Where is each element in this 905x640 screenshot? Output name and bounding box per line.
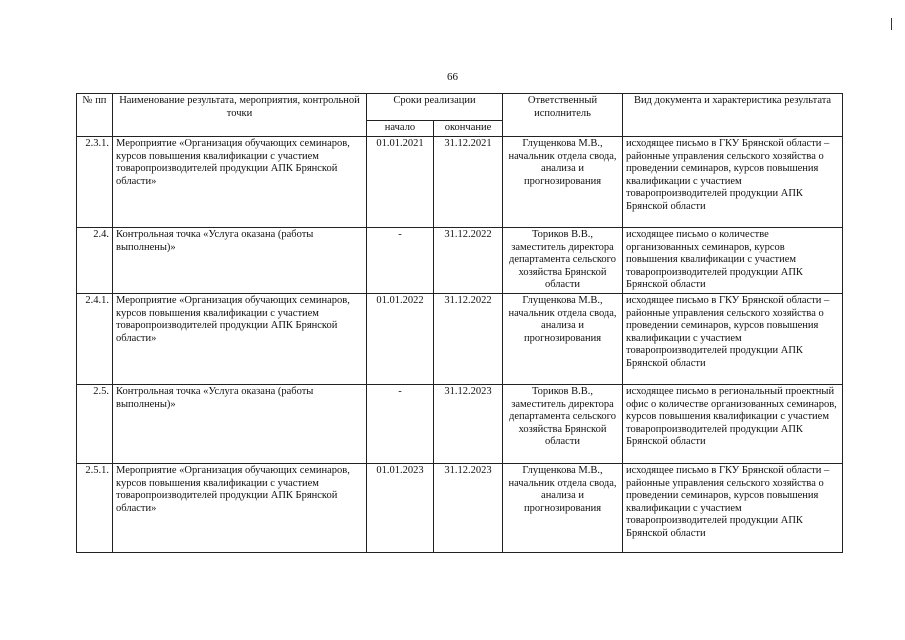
row-document: исходящее письмо в ГКУ Брянской области – районные управления сельского хозяйства о проведении семинаров, курсов повышения квалификации с участием товаропроизводителей продукции АПК Брянской области <box>623 137 843 228</box>
row-start-date: 01.01.2023 <box>367 464 434 553</box>
row-number: 2.3.1. <box>77 137 113 228</box>
row-name: Контрольная точка «Услуга оказана (работы выполнены)» <box>113 228 367 294</box>
row-responsible: Ториков В.В., заместитель директора департамента сельского хозяйства Брянской области <box>503 228 623 294</box>
row-number: 2.4.1. <box>77 294 113 385</box>
row-document: исходящее письмо в ГКУ Брянской области – районные управления сельского хозяйства о проведении семинаров, курсов повышения квалификации с участием товаропроизводителей продукции АПК Брянской области <box>623 464 843 553</box>
row-name: Мероприятие «Организация обучающих семинаров, курсов повышения квалификации с участием товаропроизводителей продукции АПК Брянской области» <box>113 294 367 385</box>
row-end-date: 31.12.2022 <box>434 294 503 385</box>
row-responsible: Глущенкова М.В., начальник отдела свода, анализа и прогнозирования <box>503 294 623 385</box>
header-end: окончание <box>434 121 503 137</box>
header-responsible: Ответственный исполнитель <box>503 94 623 137</box>
row-responsible: Глущенкова М.В., начальник отдела свода, анализа и прогнозирования <box>503 464 623 553</box>
page-edge-mark <box>891 18 892 30</box>
table-row <box>77 385 843 464</box>
table-row <box>77 228 843 294</box>
header-terms: Сроки реализации <box>367 94 503 121</box>
header-name: Наименование результата, мероприятия, контрольной точки <box>113 94 367 137</box>
header-num: № пп <box>77 94 113 137</box>
row-end-date: 31.12.2022 <box>434 228 503 294</box>
row-document: исходящее письмо в региональный проектный офис о количестве организованных семинаров, курсов повышения квалификации с участием товаропроизводителей продукции АПК Брянской области <box>623 385 843 464</box>
table-row <box>77 137 843 228</box>
row-responsible: Ториков В.В., заместитель директора департамента сельского хозяйства Брянской области <box>503 385 623 464</box>
row-name: Мероприятие «Организация обучающих семинаров, курсов повышения квалификации с участием товаропроизводителей продукции АПК Брянской области» <box>113 137 367 228</box>
implementation-plan-table <box>76 93 843 553</box>
row-start-date: - <box>367 385 434 464</box>
row-document: исходящее письмо в ГКУ Брянской области – районные управления сельского хозяйства о проведении семинаров, курсов повышения квалификации с участием товаропроизводителей продукции АПК Брянской области <box>623 294 843 385</box>
row-start-date: - <box>367 228 434 294</box>
header-start: начало <box>367 121 434 137</box>
row-start-date: 01.01.2022 <box>367 294 434 385</box>
table-row <box>77 294 843 385</box>
row-end-date: 31.12.2021 <box>434 137 503 228</box>
row-responsible: Глущенкова М.В., начальник отдела свода, анализа и прогнозирования <box>503 137 623 228</box>
page-number: 66 <box>447 71 458 83</box>
row-document: исходящее письмо о количестве организованных семинаров, курсов повышения квалификации с участием товаропроизводителей продукции АПК Брянской области <box>623 228 843 294</box>
table-row <box>77 464 843 553</box>
header-document: Вид документа и характеристика результата <box>623 94 843 137</box>
row-name: Контрольная точка «Услуга оказана (работы выполнены)» <box>113 385 367 464</box>
row-start-date: 01.01.2021 <box>367 137 434 228</box>
row-end-date: 31.12.2023 <box>434 464 503 553</box>
row-name: Мероприятие «Организация обучающих семинаров, курсов повышения квалификации с участием товаропроизводителей продукции АПК Брянской области» <box>113 464 367 553</box>
row-number: 2.5.1. <box>77 464 113 553</box>
row-end-date: 31.12.2023 <box>434 385 503 464</box>
row-number: 2.5. <box>77 385 113 464</box>
row-number: 2.4. <box>77 228 113 294</box>
